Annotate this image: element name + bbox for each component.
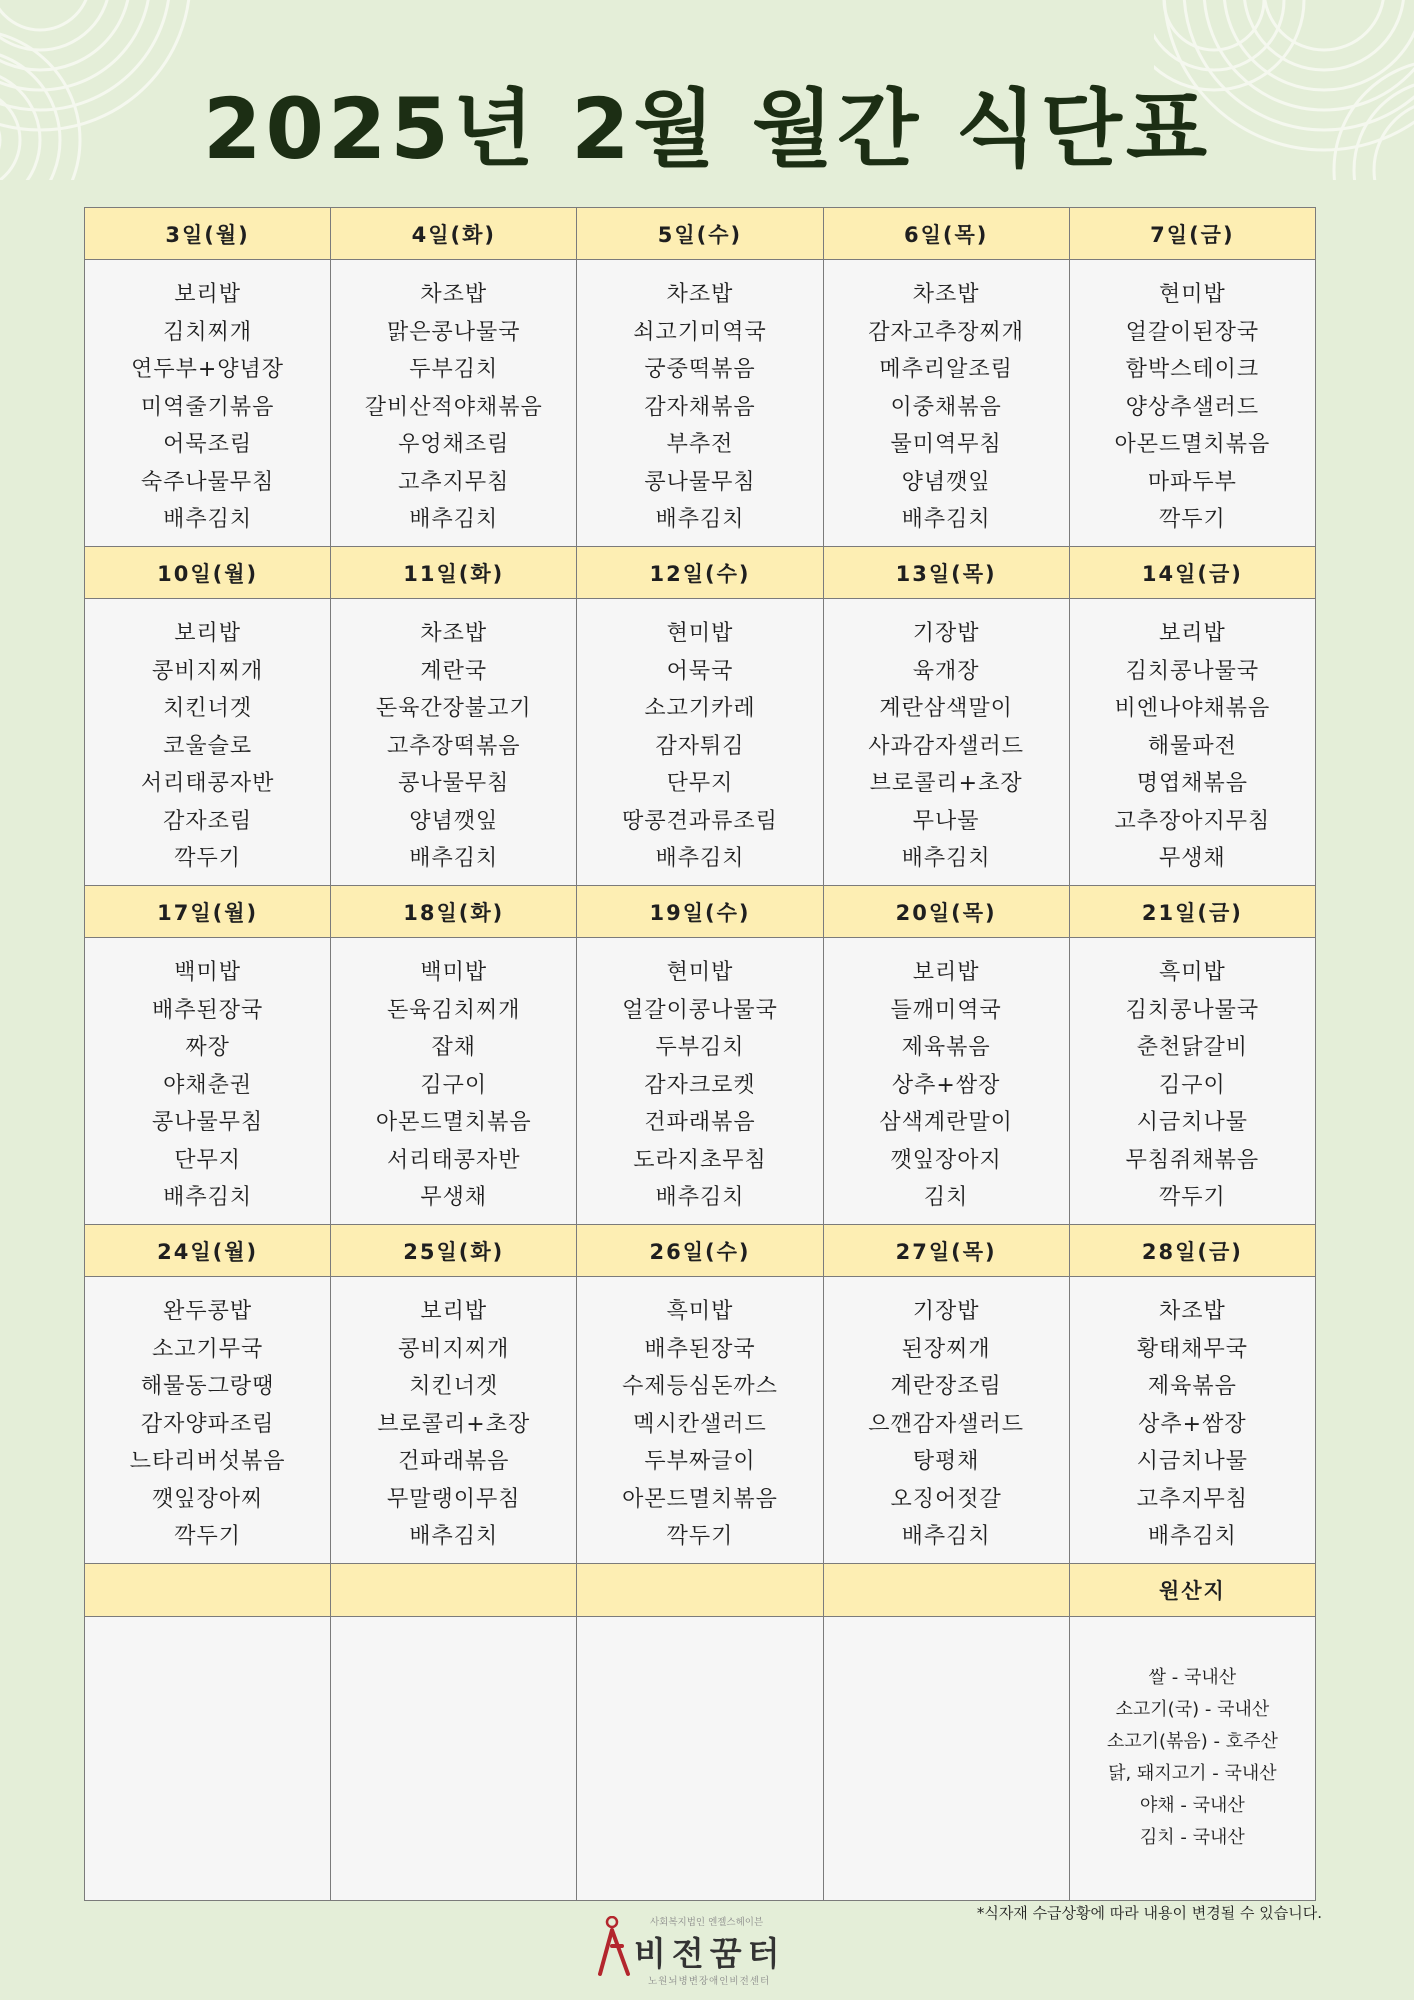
- menu-cell: [331, 260, 577, 547]
- menu-item: 콩나물무침: [644, 469, 756, 495]
- menu-item: 현미밥: [666, 960, 734, 985]
- menu-item: 배추김치: [163, 1185, 253, 1210]
- date-header: 12일(수): [577, 547, 823, 599]
- menu-cell: [823, 599, 1069, 886]
- menu-item: 오징어젓갈: [890, 1486, 1002, 1512]
- origin-row: [85, 1617, 1316, 1901]
- menu-item: 무침쥐채볶음: [1125, 1147, 1260, 1173]
- empty-cell: [823, 1617, 1069, 1901]
- menu-item: 보리밥: [1158, 621, 1226, 646]
- menu-cell: [823, 1277, 1069, 1564]
- menu-item: 기장밥: [912, 621, 980, 646]
- menu-list: [577, 260, 822, 539]
- menu-item: 계란삼색말이: [879, 696, 1013, 721]
- menu-item: 고추지무침: [1136, 1486, 1248, 1512]
- menu-item: 멕시칸샐러드: [633, 1411, 767, 1437]
- date-header: 14일(금): [1069, 547, 1315, 599]
- menu-cell: [85, 938, 331, 1225]
- empty-cell: [331, 1617, 577, 1901]
- menu-item: 상추+쌈장: [891, 1072, 1001, 1098]
- date-header: 6일(목): [823, 208, 1069, 260]
- menu-item: 차조밥: [420, 282, 488, 307]
- date-header: 21일(금): [1069, 886, 1315, 938]
- org-logo: [590, 1910, 820, 1987]
- date-header: 17일(월): [85, 886, 331, 938]
- origin-item: 소고기(국) - 국내산: [1115, 1699, 1270, 1720]
- menu-item: 양상추샐러드: [1125, 394, 1260, 420]
- menu-row: [85, 260, 1316, 547]
- menu-list: [331, 1277, 576, 1556]
- menu-item: 계란국: [420, 658, 488, 684]
- menu-item: 흑미밥: [666, 1299, 734, 1324]
- date-header: 5일(수): [577, 208, 823, 260]
- menu-list: [1070, 599, 1315, 878]
- origin-item: 쌀 - 국내산: [1148, 1667, 1237, 1688]
- date-header: 25일(화): [331, 1225, 577, 1277]
- origin-item: 닭, 돼지고기 - 국내산: [1108, 1763, 1277, 1784]
- date-header: 11일(화): [331, 547, 577, 599]
- menu-item: 배추김치: [409, 846, 499, 871]
- origin-list: [1070, 1617, 1315, 1854]
- menu-item: 춘천닭갈비: [1136, 1035, 1248, 1060]
- menu-item: 현미밥: [1158, 282, 1226, 307]
- origin-cell: [1069, 1617, 1315, 1901]
- menu-item: 깍두기: [1158, 1185, 1226, 1210]
- menu-cell: [823, 938, 1069, 1225]
- menu-row: [85, 599, 1316, 886]
- menu-item: 땅콩견과류조림: [622, 808, 778, 834]
- date-header-row: [85, 1225, 1316, 1277]
- menu-item: 김치찌개: [163, 319, 253, 345]
- menu-item: 얼갈이된장국: [1125, 319, 1260, 345]
- date-header-row: [85, 886, 1316, 938]
- menu-list: [824, 260, 1069, 539]
- menu-item: 무생채: [420, 1185, 488, 1210]
- menu-item: 건파래볶음: [644, 1110, 756, 1135]
- menu-item: 소고기무국: [151, 1336, 264, 1362]
- menu-item: 수제등심돈까스: [622, 1374, 778, 1399]
- menu-item: 단무지: [666, 771, 734, 796]
- menu-list: [824, 1277, 1069, 1556]
- origin-header-row: [85, 1564, 1316, 1617]
- menu-item: 양념깻잎: [901, 469, 991, 495]
- menu-item: 돈육간장불고기: [375, 696, 532, 721]
- date-header: 28일(금): [1069, 1225, 1315, 1277]
- origin-header: 원산지: [1069, 1564, 1315, 1617]
- menu-item: 비엔나야채볶음: [1114, 696, 1271, 721]
- date-header-row: [85, 547, 1316, 599]
- menu-item: 김치: [923, 1185, 969, 1210]
- menu-item: 감자크로켓: [644, 1072, 756, 1098]
- menu-item: 배추김치: [655, 1185, 745, 1210]
- menu-item: 어묵국: [666, 658, 734, 684]
- menu-item: 해물동그랑땡: [140, 1374, 275, 1399]
- menu-item: 육개장: [912, 658, 980, 684]
- menu-item: 기장밥: [912, 1299, 980, 1324]
- menu-item: 차조밥: [420, 621, 488, 646]
- menu-item: 두부김치: [655, 1035, 745, 1060]
- menu-item: 완두콩밥: [163, 1299, 253, 1324]
- menu-item: 쇠고기미역국: [633, 319, 767, 345]
- menu-row: [85, 1277, 1316, 1564]
- menu-item: 삼색계란말이: [879, 1110, 1013, 1135]
- menu-item: 고추장아지무침: [1114, 808, 1271, 834]
- menu-item: 시금치나물: [1136, 1449, 1248, 1474]
- menu-cell: [85, 599, 331, 886]
- menu-item: 김구이: [1158, 1072, 1226, 1098]
- menu-item: 배추김치: [1147, 1524, 1237, 1549]
- menu-item: 현미밥: [666, 621, 734, 646]
- menu-list: [1070, 260, 1315, 539]
- empty-header: [577, 1564, 823, 1617]
- menu-cell: [85, 260, 331, 547]
- empty-header: [85, 1564, 331, 1617]
- date-header: 24일(월): [85, 1225, 331, 1277]
- menu-item: 잡채: [431, 1035, 477, 1060]
- menu-item: 돈육김치찌개: [387, 997, 521, 1023]
- menu-item: 제육볶음: [901, 1035, 991, 1060]
- menu-item: 함박스테이크: [1125, 357, 1260, 382]
- menu-item: 메추리알조림: [879, 357, 1013, 382]
- menu-cell: [577, 599, 823, 886]
- menu-item: 물미역무침: [890, 432, 1002, 457]
- menu-item: 흑미밥: [1158, 960, 1226, 985]
- menu-item: 배추된장국: [151, 997, 264, 1023]
- menu-item: 콩비지찌개: [151, 658, 264, 684]
- menu-item: 콩나물무침: [151, 1110, 264, 1135]
- menu-item: 치킨너겟: [163, 696, 253, 721]
- menu-item: 감자튀김: [655, 733, 745, 759]
- menu-item: 느타리버섯볶음: [129, 1449, 286, 1474]
- menu-list: [1070, 938, 1315, 1217]
- menu-item: 깻잎장아찌: [151, 1486, 264, 1512]
- menu-item: 배추김치: [655, 846, 745, 871]
- menu-cell: [823, 260, 1069, 547]
- menu-list: [1070, 1277, 1315, 1556]
- menu-item: 이중채볶음: [890, 394, 1002, 420]
- menu-item: 명엽채볶음: [1136, 771, 1248, 796]
- menu-item: 코울슬로: [163, 733, 253, 759]
- empty-header: [823, 1564, 1069, 1617]
- menu-item: 부추전: [666, 432, 734, 457]
- org-parent-name: 사회복지법인 엔젤스헤이븐: [650, 1917, 764, 1928]
- origin-item: 김치 - 국내산: [1139, 1827, 1245, 1848]
- menu-item: 서리태콩자반: [140, 771, 275, 796]
- menu-item: 연두부+양념장: [131, 357, 285, 382]
- date-header: 4일(화): [331, 208, 577, 260]
- menu-cell: [331, 1277, 577, 1564]
- menu-item: 깍두기: [1158, 507, 1226, 532]
- person-logo-icon: [598, 1916, 634, 1978]
- date-header: 10일(월): [85, 547, 331, 599]
- menu-list: [577, 599, 822, 878]
- menu-item: 숙주나물무침: [140, 469, 275, 495]
- menu-item: 김구이: [420, 1072, 488, 1098]
- menu-cell: [577, 938, 823, 1225]
- menu-cell: [331, 599, 577, 886]
- menu-list: [577, 938, 822, 1217]
- change-notice: *식자재 수급상황에 따라 내용이 변경될 수 있습니다.: [976, 1904, 1322, 1922]
- empty-cell: [85, 1617, 331, 1901]
- empty-cell: [577, 1617, 823, 1901]
- menu-item: 배추김치: [655, 507, 745, 532]
- menu-item: 배추김치: [163, 507, 253, 532]
- date-header: 27일(목): [823, 1225, 1069, 1277]
- menu-cell: [1069, 1277, 1315, 1564]
- menu-item: 깍두기: [174, 846, 241, 871]
- menu-item: 차조밥: [912, 282, 980, 307]
- menu-item: 보리밥: [174, 621, 241, 646]
- menu-item: 아몬드멸치볶음: [1114, 432, 1271, 457]
- org-full-name: 노원뇌병변장애인비전센터: [648, 1976, 771, 1987]
- menu-item: 무말랭이무침: [387, 1486, 521, 1512]
- menu-item: 깍두기: [666, 1524, 734, 1549]
- menu-item: 무생채: [1158, 846, 1226, 871]
- menu-item: 시금치나물: [1136, 1110, 1248, 1135]
- menu-item: 황태채무국: [1136, 1336, 1248, 1362]
- page-title: 2025년 2월 월간 식단표: [203, 80, 1211, 178]
- menu-item: 들깨미역국: [890, 997, 1002, 1023]
- menu-item: 야채춘권: [163, 1072, 253, 1098]
- menu-item: 사과감자샐러드: [868, 733, 1025, 759]
- menu-item: 배추김치: [409, 507, 499, 532]
- date-header: 13일(목): [823, 547, 1069, 599]
- menu-item: 계란장조림: [890, 1374, 1002, 1399]
- menu-item: 된장찌개: [901, 1336, 991, 1362]
- menu-cell: [1069, 599, 1315, 886]
- menu-cell: [577, 1277, 823, 1564]
- menu-item: 서리태콩자반: [387, 1147, 521, 1173]
- menu-item: 갈비산적야채볶음: [364, 394, 543, 420]
- org-name: 비전꿈터: [634, 1934, 786, 1973]
- menu-item: 어묵조림: [163, 432, 253, 457]
- menu-item: 배추김치: [409, 1524, 499, 1549]
- menu-item: 깍두기: [174, 1524, 241, 1549]
- menu-item: 마파두부: [1147, 469, 1237, 495]
- menu-item: 도라지초무침: [633, 1147, 767, 1173]
- menu-item: 미역줄기볶음: [140, 394, 275, 420]
- menu-item: 보리밥: [912, 960, 980, 985]
- menu-item: 배추된장국: [644, 1336, 756, 1362]
- menu-item: 콩나물무침: [398, 771, 510, 796]
- date-header: 3일(월): [85, 208, 331, 260]
- menu-item: 감자양파조림: [140, 1411, 275, 1437]
- menu-item: 치킨너겟: [409, 1374, 499, 1399]
- menu-item: 제육볶음: [1147, 1374, 1237, 1399]
- menu-item: 아몬드멸치볶음: [375, 1110, 532, 1135]
- menu-item: 해물파전: [1147, 733, 1237, 759]
- menu-list: [85, 1277, 330, 1556]
- date-header: 7일(금): [1069, 208, 1315, 260]
- menu-item: 백미밥: [174, 960, 241, 985]
- menu-item: 백미밥: [420, 960, 488, 985]
- menu-item: 상추+쌈장: [1138, 1411, 1247, 1437]
- menu-list: [85, 599, 330, 878]
- menu-item: 아몬드멸치볶음: [622, 1486, 778, 1512]
- empty-header: [331, 1564, 577, 1617]
- menu-item: 양념깻잎: [409, 808, 499, 834]
- date-header: 19일(수): [577, 886, 823, 938]
- menu-row: [85, 938, 1316, 1225]
- menu-item: 김치콩나물국: [1125, 997, 1260, 1023]
- menu-item: 김치콩나물국: [1125, 658, 1260, 684]
- menu-list: [331, 599, 576, 878]
- menu-item: 탕평채: [912, 1449, 980, 1474]
- menu-item: 두부짜글이: [644, 1449, 756, 1474]
- menu-item: 짜장: [185, 1035, 230, 1060]
- menu-item: 건파래볶음: [398, 1449, 510, 1474]
- menu-item: 으깬감자샐러드: [868, 1411, 1025, 1437]
- date-header: 20일(목): [823, 886, 1069, 938]
- menu-item: 맑은콩나물국: [387, 319, 521, 345]
- menu-list: [824, 599, 1069, 878]
- menu-list: [331, 260, 576, 539]
- menu-cell: [1069, 938, 1315, 1225]
- menu-item: 고추장떡볶음: [387, 733, 521, 759]
- menu-item: 브로콜리+초장: [869, 771, 1023, 796]
- menu-list: [85, 260, 330, 539]
- menu-item: 보리밥: [420, 1299, 488, 1324]
- menu-item: 소고기카레: [644, 696, 756, 721]
- menu-item: 콩비지찌개: [398, 1336, 510, 1362]
- menu-item: 깻잎장아지: [890, 1147, 1002, 1173]
- menu-item: 배추김치: [901, 507, 991, 532]
- menu-list: [331, 938, 576, 1217]
- origin-item: 야채 - 국내산: [1139, 1795, 1245, 1816]
- menu-cell: [331, 938, 577, 1225]
- menu-item: 브로콜리+초장: [377, 1411, 531, 1437]
- menu-cell: [1069, 260, 1315, 547]
- menu-item: 배추김치: [901, 1524, 991, 1549]
- date-header: 18일(화): [331, 886, 577, 938]
- menu-item: 두부김치: [409, 357, 499, 382]
- menu-item: 보리밥: [174, 282, 241, 307]
- menu-item: 차조밥: [1158, 1299, 1226, 1324]
- menu-cell: [85, 1277, 331, 1564]
- menu-item: 감자조림: [163, 808, 253, 834]
- menu-list: [824, 938, 1069, 1217]
- menu-item: 차조밥: [666, 282, 734, 307]
- menu-item: 감자고추장찌개: [868, 319, 1025, 345]
- menu-list: [577, 1277, 822, 1556]
- menu-item: 단무지: [174, 1147, 241, 1173]
- menu-item: 얼갈이콩나물국: [622, 997, 778, 1023]
- meal-table: [84, 207, 1316, 1901]
- menu-cell: [577, 260, 823, 547]
- menu-item: 무나물: [912, 808, 980, 834]
- menu-item: 배추김치: [901, 846, 991, 871]
- date-header-row: [85, 208, 1316, 260]
- menu-item: 고추지무침: [398, 469, 510, 495]
- menu-item: 우엉채조림: [398, 432, 510, 457]
- menu-item: 궁중떡볶음: [644, 357, 756, 382]
- origin-item: 소고기(볶음) - 호주산: [1106, 1731, 1278, 1752]
- menu-list: [85, 938, 330, 1217]
- date-header: 26일(수): [577, 1225, 823, 1277]
- menu-item: 감자채볶음: [644, 394, 756, 420]
